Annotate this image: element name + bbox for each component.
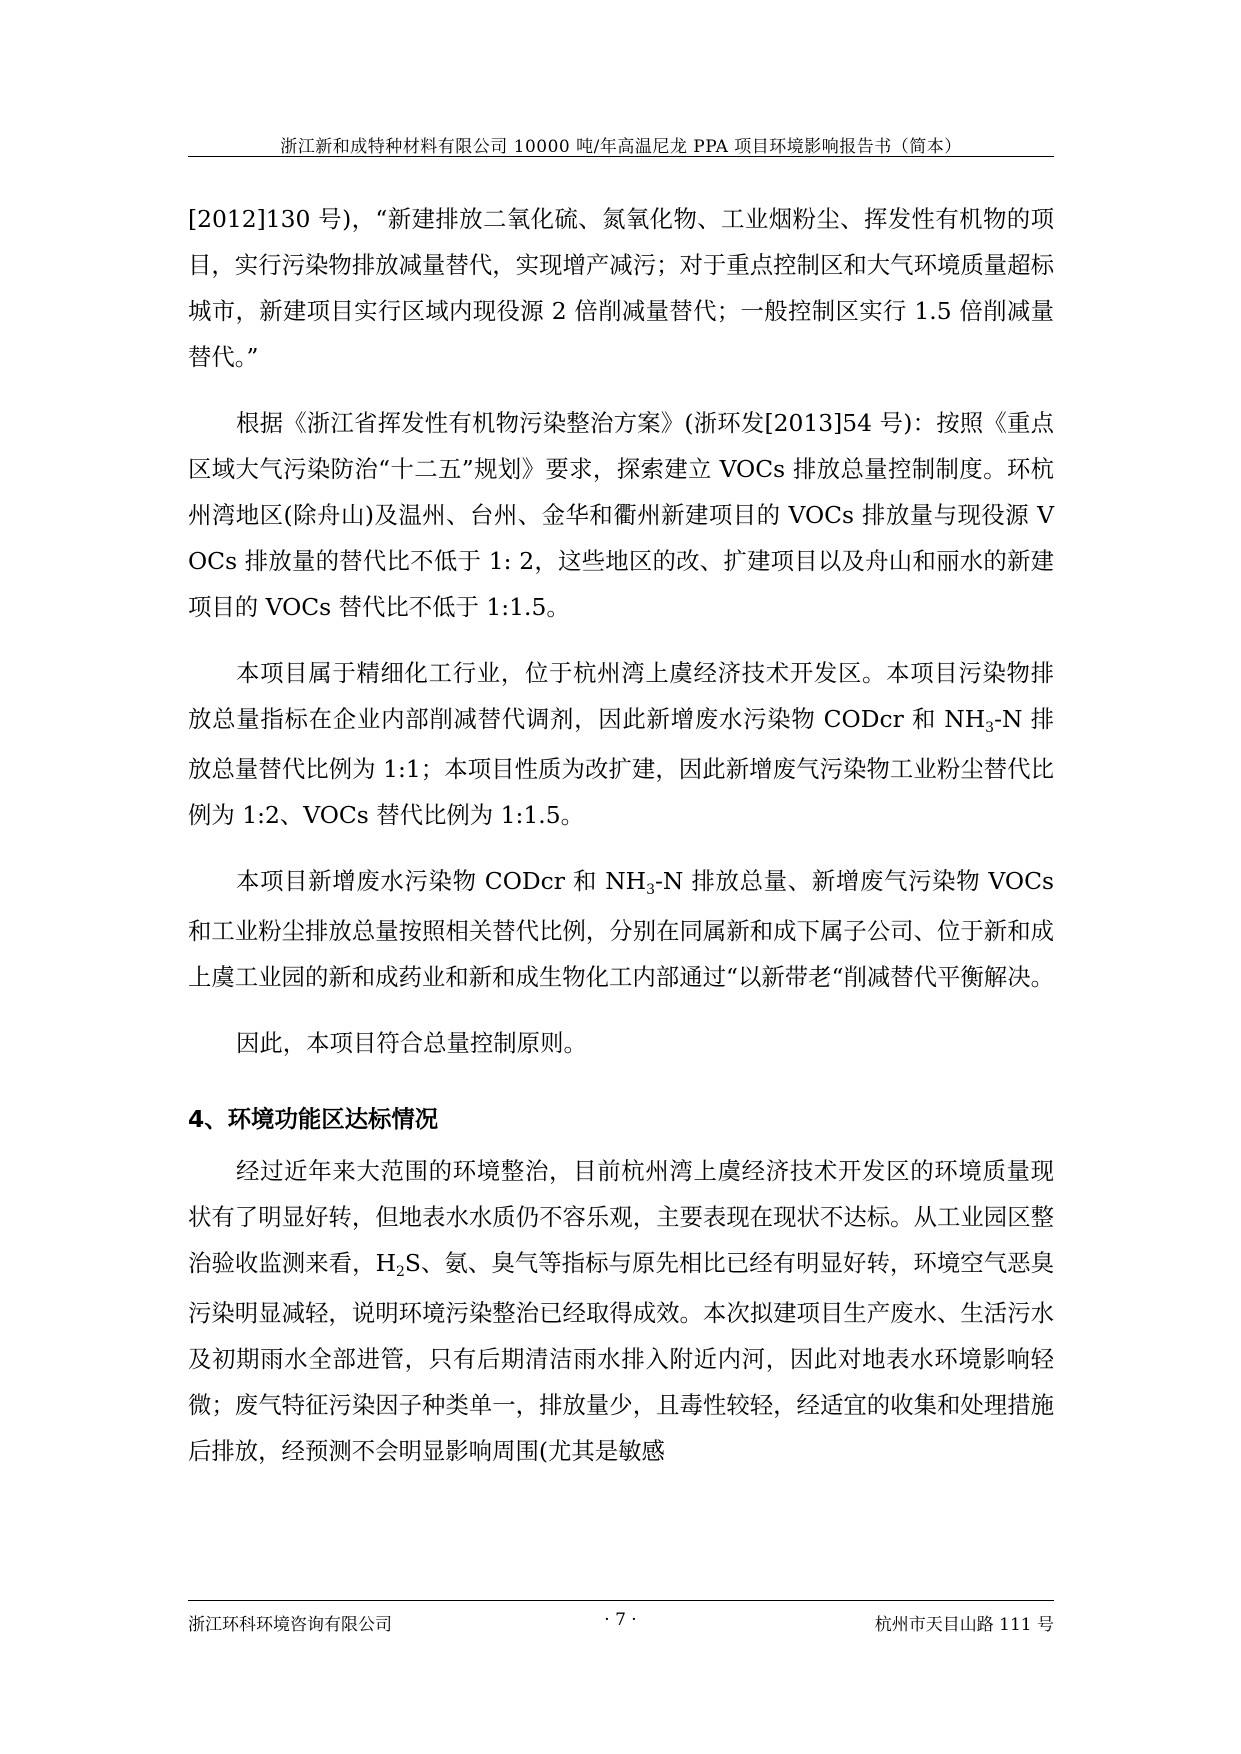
- paragraph-3: [188, 650, 1054, 838]
- footer-divider: [188, 1600, 1054, 1601]
- paragraph-6-text-a: 经过近年来大范围的环境整治，目前杭州湾上虞经济技术开发区的环境质量现状有了明显好转，但地表水水质仍不容乐观，主要表现在现状不达标。从工业园区整治验收监测来看，H: [188, 1157, 1054, 1277]
- paragraph-5: 因此，本项目符合总量控制原则。: [236, 1029, 587, 1057]
- paragraph-6: [188, 1148, 1054, 1474]
- section-heading: 4、环境功能区达标情况: [188, 1105, 439, 1133]
- subscript: 2: [395, 1264, 405, 1280]
- footer-page-number: · 7 ·: [604, 1610, 637, 1630]
- subscript: 3: [985, 720, 995, 736]
- paragraph-4: [188, 858, 1054, 1000]
- subscript: 3: [646, 882, 655, 898]
- paragraph-4-text-a: 本项目新增废水污染物 CODcr 和 NH: [236, 867, 647, 895]
- footer-address: 杭州市天目山路 111 号: [874, 1615, 1054, 1635]
- header-divider: [188, 156, 1054, 157]
- footer-company: 浙江环科环境咨询有限公司: [188, 1615, 392, 1635]
- page-header-title: 浙江新和成特种材料有限公司 10000 吨/年高温尼龙 PPA 项目环境影响报告书（简本）: [280, 137, 962, 157]
- document-body: [188, 196, 1054, 1494]
- paragraph-3-text-a: 本项目属于精细化工行业，位于杭州湾上虞经济技术开发区。本项目污染物排放总量指标在企业内部削减替代调剂，因此新增废水污染物 CODcr 和 NH: [188, 659, 1054, 733]
- paragraph-3-text-b: -N 排放总量替代比例为 1:1；本项目性质为改扩建，因此新增废气污染物工业粉尘替代比例为 1:2、VOCs 替代比例为 1:1.5。: [188, 705, 1055, 829]
- paragraph-1: [2012]130 号)，“新建排放二氧化硫、氮氧化物、工业烟粉尘、挥发性有机物的项目，实行污染物排放减量替代，实现增产减污；对于重点控制区和大气环境质量超标城市，新建项目实行区域内现役源 2 倍削减量替代；一般控制区实行 1.5 倍削减量替代。”: [188, 205, 1054, 371]
- paragraph-6-text-b: S、氨、臭气等指标与原先相比已经有明显好转，环境空气恶臭污染明显减轻，说明环境污染整治已经取得成效。本次拟建项目生产废水、生活污水及初期雨水全部进管，只有后期清洁雨水排入附近内河，因此对地表水环境影响轻微；废气特征污染因子种类单一，排放量少，且毒性较轻，经适宜的收集和处理措施后排放，经预测不会明显影响周围(尤其是敏感: [188, 1249, 1054, 1465]
- paragraph-2: 根据《浙江省挥发性有机物污染整治方案》(浙环发[2013]54 号)：按照《重点区域大气污染防治“十二五”规划》要求，探索建立 VOCs 排放总量控制制度。环杭州湾地区(除舟山)及温州、台州、金华和衢州新建项目的 VOCs 排放量与现役源 VOCs 排放量的替代比不低于 1: 2，这些地区的改、扩建项目以及舟山和丽水的新建项目的 VOCs 替代比不低于 1:1.5。: [188, 409, 1054, 621]
- paragraph-4-text-b: -N 排放总量、新增废气污染物 VOCs 和工业粉尘排放总量按照相关替代比例，分别在同属新和成下属子公司、位于新和成上虞工业园的新和成药业和新和成生物化工内部通过“以新带老“削减替代平衡解决。: [188, 867, 1054, 991]
